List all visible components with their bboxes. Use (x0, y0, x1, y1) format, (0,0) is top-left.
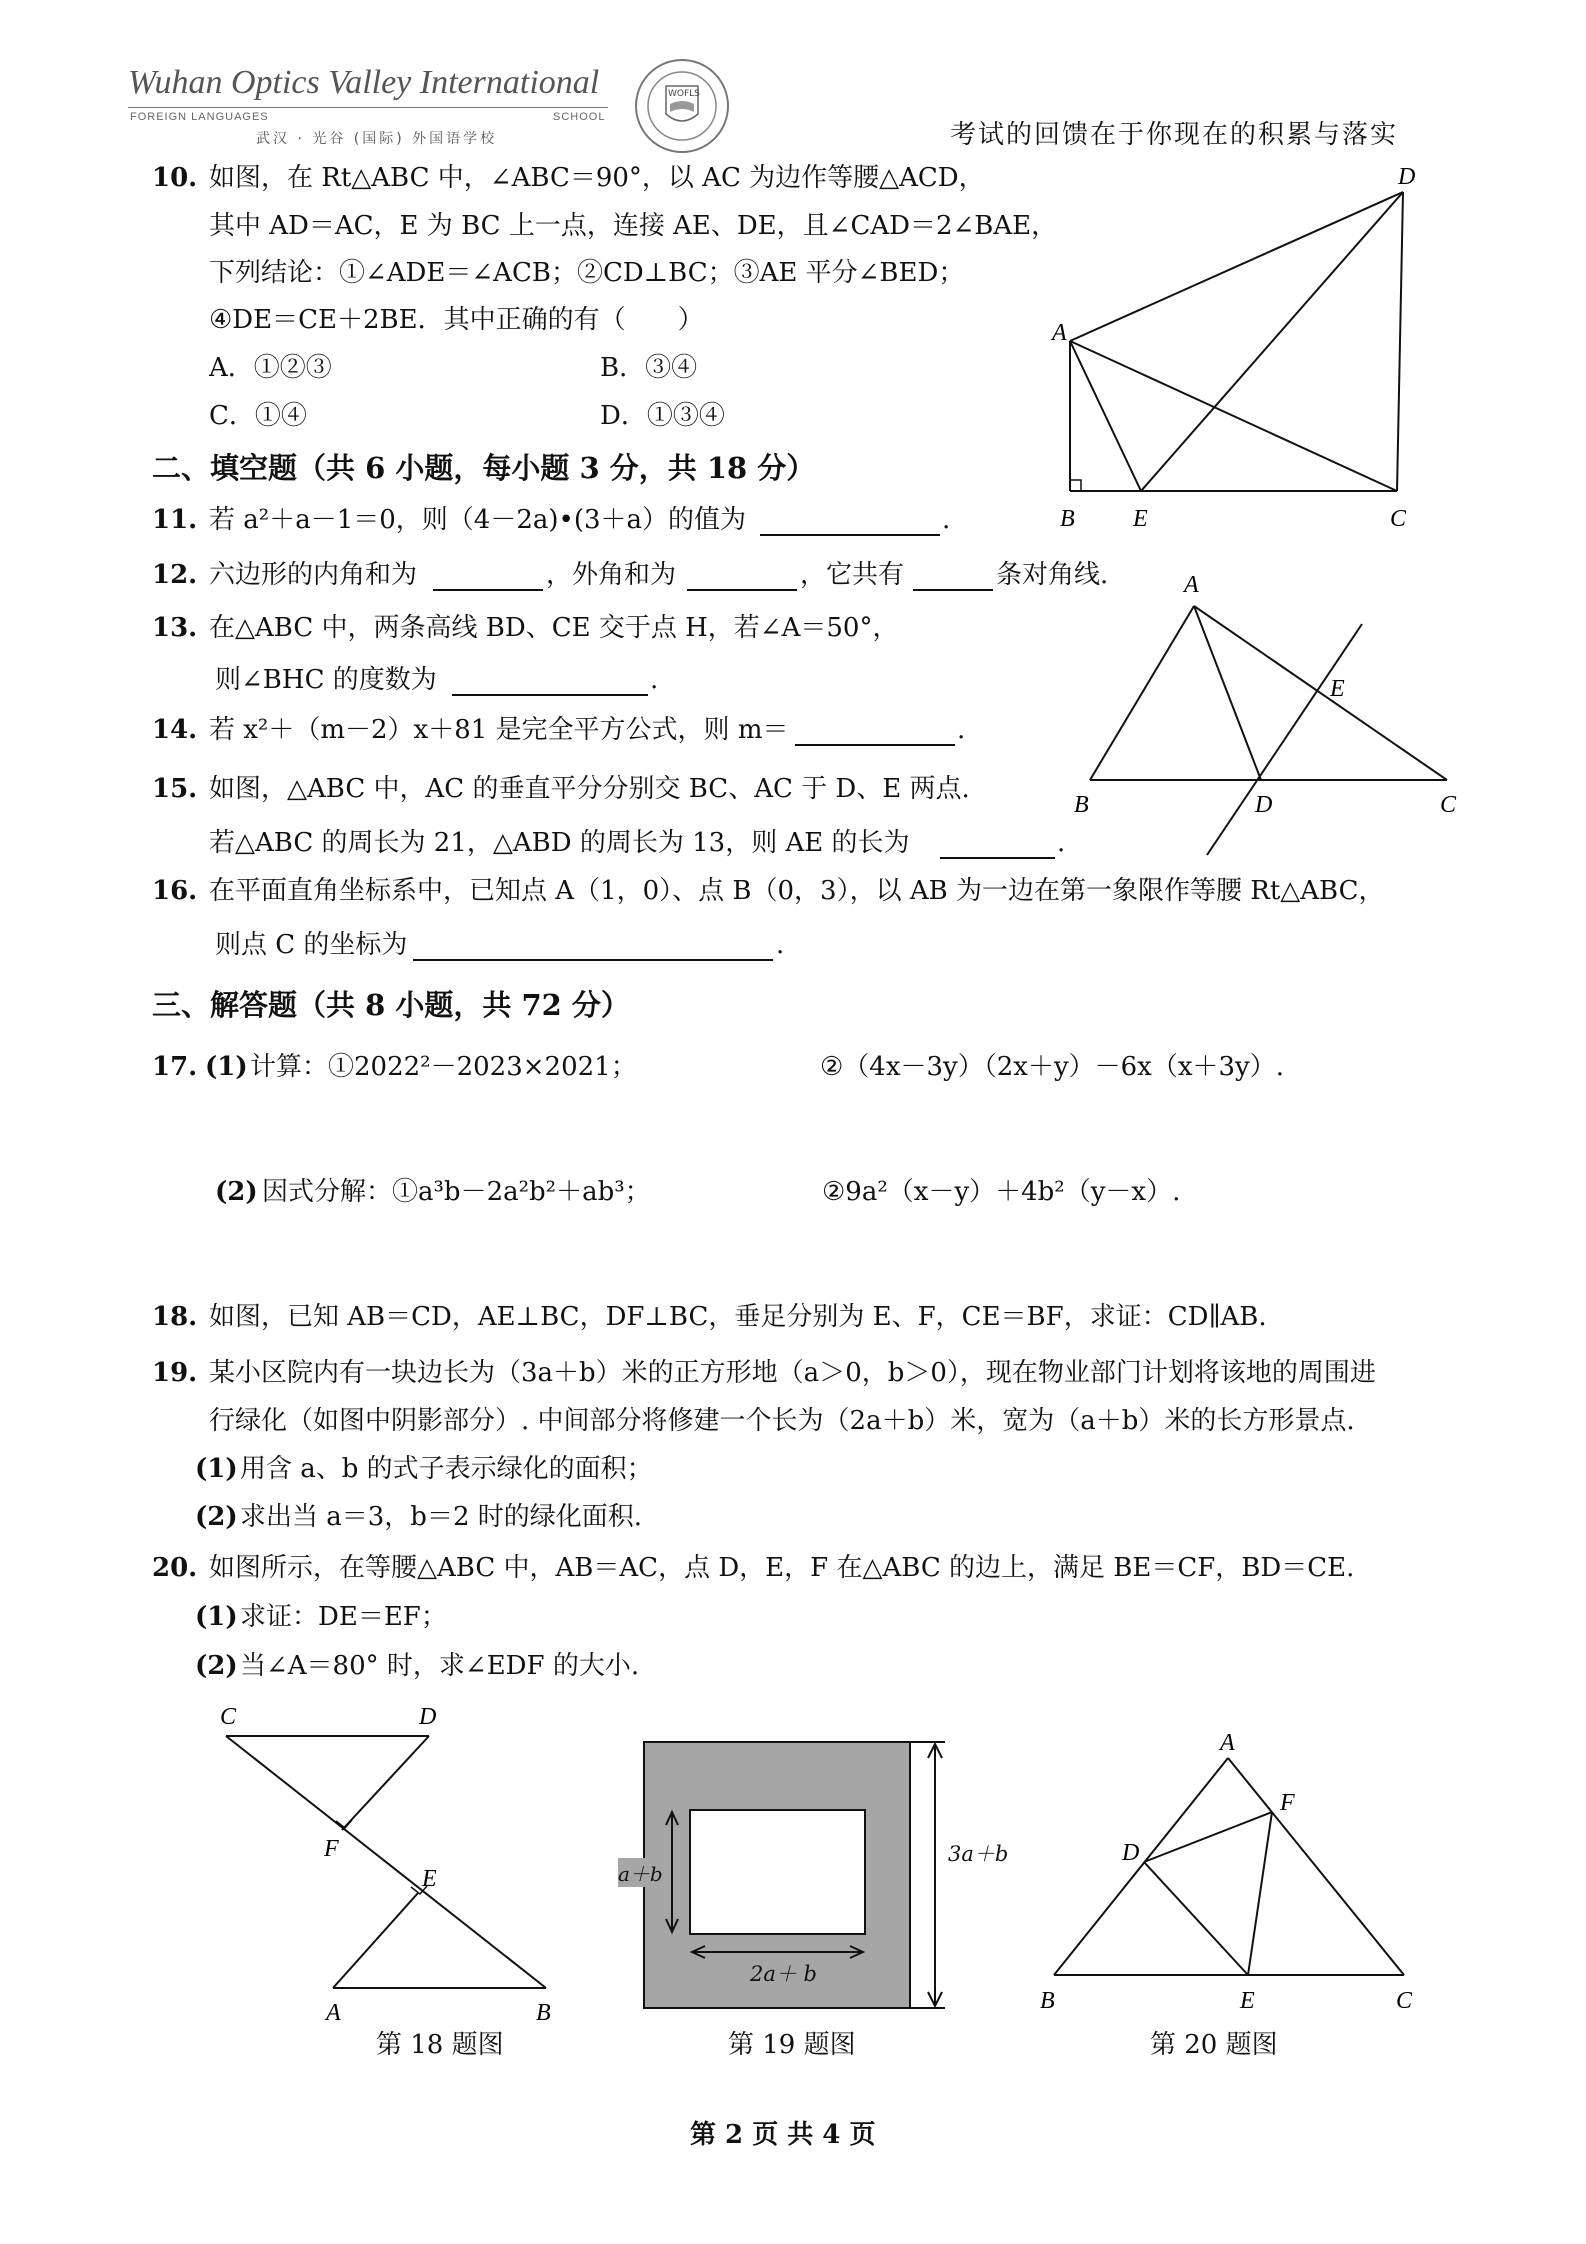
q20-number: 20. (152, 1553, 198, 1583)
q12-text3: ，它共有 (800, 560, 905, 590)
q19-part1: 用含 a、b 的式子表示绿化的面积； (240, 1454, 653, 1484)
fig18-label-a: A (326, 2000, 341, 2026)
fig19-diagram (610, 1730, 1009, 2030)
fig19-label-outer: 3a＋b (948, 1842, 1009, 1866)
q15-label-d: D (1255, 792, 1273, 818)
q12-blank2[interactable] (687, 563, 797, 591)
q10-option-d: D．①③④ (600, 401, 725, 431)
fig20-diagram (1030, 1730, 1450, 2020)
section3-title: 三、解答题（共 8 小题，共 72 分） (152, 988, 630, 1022)
q19-line1: 某小区院内有一块边长为（3a＋b）米的正方形地（a＞0，b＞0），现在物业部门计划将该地的周围进 (209, 1358, 1376, 1388)
fig18-caption: 第 18 题图 (376, 2030, 504, 2060)
school-seal-icon (620, 56, 744, 156)
q20-part2-label: (2) (195, 1651, 238, 1681)
fig20-caption: 第 20 题图 (1150, 2030, 1278, 2060)
q12-text4: 条对角线. (996, 560, 1109, 590)
q11-text: 若 a²＋a－1＝0，则（4－2a)•(3＋a）的值为 (209, 505, 747, 535)
logo-chinese-name: 武汉 · 光谷 (国际) 外国语学校 (256, 131, 498, 147)
fig18-label-b: B (536, 2000, 551, 2026)
q12-text1: 六边形的内角和为 (209, 560, 418, 590)
q11-answer-blank[interactable] (760, 508, 940, 536)
q10-option-a: A．①②③ (209, 353, 332, 383)
q18-number: 18. (152, 1302, 198, 1332)
section2-title: 二、填空题（共 6 小题，每小题 3 分，共 18 分） (152, 451, 816, 485)
q12-number: 12. (152, 560, 198, 590)
q18-text: 如图，已知 AB＝CD，AE⊥BC，DF⊥BC，垂足分别为 E、F，CE＝BF，求证：CD∥AB. (209, 1302, 1267, 1332)
seal-text: WOFLS (668, 89, 700, 99)
q17-part2-text: 因式分解：①a³b－2a²b²＋ab³； (262, 1177, 651, 1207)
fig20-label-a: A (1220, 1730, 1235, 1756)
fig20-label-f: F (1280, 1790, 1295, 1816)
fig19-label-width: 2a＋ b (750, 1962, 817, 1986)
fig20-label-b: B (1040, 1988, 1055, 2014)
q15-label-b: B (1074, 792, 1089, 818)
q14-number: 14. (152, 715, 198, 745)
q19-part2-label: (2) (195, 1502, 238, 1532)
q10-figure (1040, 150, 1440, 540)
page-footer: 第 2 页 共 4 页 (690, 2120, 876, 2150)
q17-part1-b: ②（4x－3y）（2x＋y）－6x（x＋3y）. (820, 1052, 1285, 1082)
logo-sub-right: SCHOOL (553, 111, 606, 123)
q19-line2: 行绿化（如图中阴影部分）. 中间部分将修建一个长为（2a＋b）米，宽为（a＋b）米的长方形景点. (209, 1406, 1355, 1436)
q20-part1-label: (1) (195, 1602, 238, 1632)
q14-answer-blank[interactable] (795, 718, 955, 746)
q10-label-a: A (1052, 320, 1067, 346)
q17-number: 17. (152, 1052, 198, 1082)
q17-part1-label: (1) (205, 1052, 248, 1082)
q13-end: . (650, 665, 659, 695)
fig20-label-c: C (1396, 1988, 1413, 2014)
q15-label-c: C (1440, 792, 1457, 818)
q17-part1-text: 计算：①2022²－2023×2021； (250, 1052, 637, 1082)
q15-line2: 若△ABC 的周长为 21，△ABD 的周长为 13，则 AE 的长为 (209, 828, 910, 858)
q16-line2: 则点 C 的坐标为 (215, 930, 408, 960)
q10-line2: 其中 AD＝AC，E 为 BC 上一点，连接 AE、DE，且∠CAD＝2∠BAE， (209, 211, 1058, 241)
q17-part2-b: ②9a²（x－y）＋4b²（y－x）. (822, 1177, 1181, 1207)
q12-blank3[interactable] (913, 563, 993, 591)
q11-number: 11. (152, 505, 198, 535)
q16-line1: 在平面直角坐标系中，已知点 A（1，0）、点 B（0，3），以 AB 为一边在第一象限作等腰 Rt△ABC， (209, 876, 1385, 906)
fig19-caption: 第 19 题图 (728, 2030, 856, 2060)
q13-line1: 在△ABC 中，两条高线 BD、CE 交于点 H，若∠A＝50°， (209, 613, 899, 643)
q10-number: 10. (152, 163, 198, 193)
q13-line2: 则∠BHC 的度数为 (215, 665, 437, 695)
q20-part2: 当∠A＝80° 时，求∠EDF 的大小. (240, 1651, 640, 1681)
q10-line1: 如图，在 Rt△ABC 中，∠ABC＝90°，以 AC 为边作等腰△ACD， (209, 163, 985, 193)
q16-end: . (776, 930, 785, 960)
q15-end: . (1057, 828, 1066, 858)
q15-number: 15. (152, 774, 198, 804)
q12-text2: ，外角和为 (546, 560, 677, 590)
q14-end: . (957, 715, 966, 745)
fig18-label-c: C (220, 1704, 237, 1730)
q16-number: 16. (152, 876, 198, 906)
fig18-label-e: E (422, 1866, 437, 1892)
fig20-label-d: D (1122, 1840, 1140, 1866)
q20-part1: 求证：DE＝EF； (240, 1602, 447, 1632)
q17-part2-label: (2) (215, 1177, 258, 1207)
q10-line3: 下列结论：①∠ADE＝∠ACB；②CD⊥BC；③AE 平分∠BED； (209, 258, 965, 288)
q15-answer-blank[interactable] (940, 831, 1055, 859)
q10-label-c: C (1390, 506, 1407, 532)
q14-text: 若 x²＋（m－2）x＋81 是完全平方公式，则 m＝ (209, 715, 789, 745)
q15-figure (1060, 570, 1480, 860)
q10-label-d: D (1398, 164, 1416, 190)
q19-part1-label: (1) (195, 1454, 238, 1484)
q13-number: 13. (152, 613, 198, 643)
q16-answer-blank[interactable] (413, 933, 773, 961)
fig20-label-e: E (1240, 1988, 1255, 2014)
q11-end: . (942, 505, 951, 535)
q15-label-a: A (1184, 572, 1199, 598)
fig18-label-f: F (324, 1836, 339, 1862)
logo-sub-left: FOREIGN LANGUAGES (130, 111, 269, 123)
fig18-label-d: D (419, 1704, 437, 1730)
q19-number: 19. (152, 1358, 198, 1388)
logo-main-text: Wuhan Optics Valley International (128, 64, 600, 101)
q12-blank1[interactable] (433, 563, 543, 591)
q10-option-c: C．①④ (209, 401, 307, 431)
q10-label-b: B (1060, 506, 1075, 532)
header-motto: 考试的回馈在于你现在的积累与落实 (950, 120, 1399, 150)
q15-label-e: E (1330, 676, 1345, 702)
fig18-diagram (200, 1690, 580, 2030)
q19-part2: 求出当 a＝3，b＝2 时的绿化面积. (240, 1502, 643, 1532)
fig19-center-rect (690, 1810, 865, 1934)
logo-rule (128, 107, 608, 108)
q10-label-e: E (1133, 506, 1148, 532)
q13-answer-blank[interactable] (452, 668, 648, 696)
q10-option-b: B．③④ (600, 353, 698, 383)
q20-line1: 如图所示，在等腰△ABC 中，AB＝AC，点 D，E，F 在△ABC 的边上，满足 BE＝CF，BD＝CE. (209, 1553, 1355, 1583)
fig19-label-height: a＋b (618, 1858, 663, 1887)
q15-line1: 如图，△ABC 中，AC 的垂直平分分别交 BC、AC 于 D、E 两点. (209, 774, 970, 804)
q10-line4: ④DE＝CE＋2BE．其中正确的有（ ） (209, 305, 704, 335)
